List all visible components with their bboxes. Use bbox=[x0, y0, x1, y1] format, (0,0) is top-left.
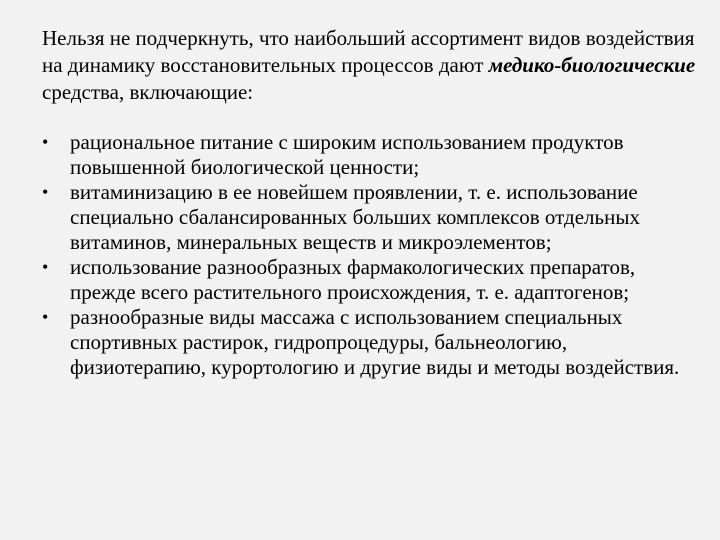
list-item-text: витаминизацию в ее новейшем проявлении, т. е. использование специально сбалансированных больших комплексов отдельных витаминов, минеральных веществ и микроэлементов; bbox=[70, 180, 640, 254]
list-item-text: рациональное питание с широким использованием продуктов повышенной биологической ценности; bbox=[70, 130, 624, 179]
list-item bbox=[42, 255, 692, 305]
list-item bbox=[42, 305, 692, 380]
intro-text-part1: Нельзя не подчеркнуть, что наибольший ассортимент видов воздействия на динамику восстановительных процессов дают bbox=[42, 26, 695, 77]
means-list bbox=[42, 130, 692, 380]
bullet-icon: • bbox=[42, 132, 49, 152]
intro-text-part2: средства, включающие: bbox=[42, 80, 254, 104]
intro-paragraph bbox=[42, 25, 702, 106]
bullet-icon: • bbox=[42, 307, 49, 327]
intro-emphasis: медико-биологические bbox=[488, 53, 696, 77]
list-item-text: разнообразные виды массажа с использованием специальных спортивных растирок, гидропроцедуры, бальнеологию, физиотерапию, курортологию и другие виды и методы воздействия. bbox=[70, 305, 680, 379]
list-item-text: использование разнообразных фармакологических препаратов, прежде всего растительного происхождения, т. е. адаптогенов; bbox=[70, 255, 636, 304]
bullet-icon: • bbox=[42, 257, 49, 277]
bullet-icon: • bbox=[42, 182, 49, 202]
list-item bbox=[42, 180, 692, 255]
list-item bbox=[42, 130, 692, 180]
